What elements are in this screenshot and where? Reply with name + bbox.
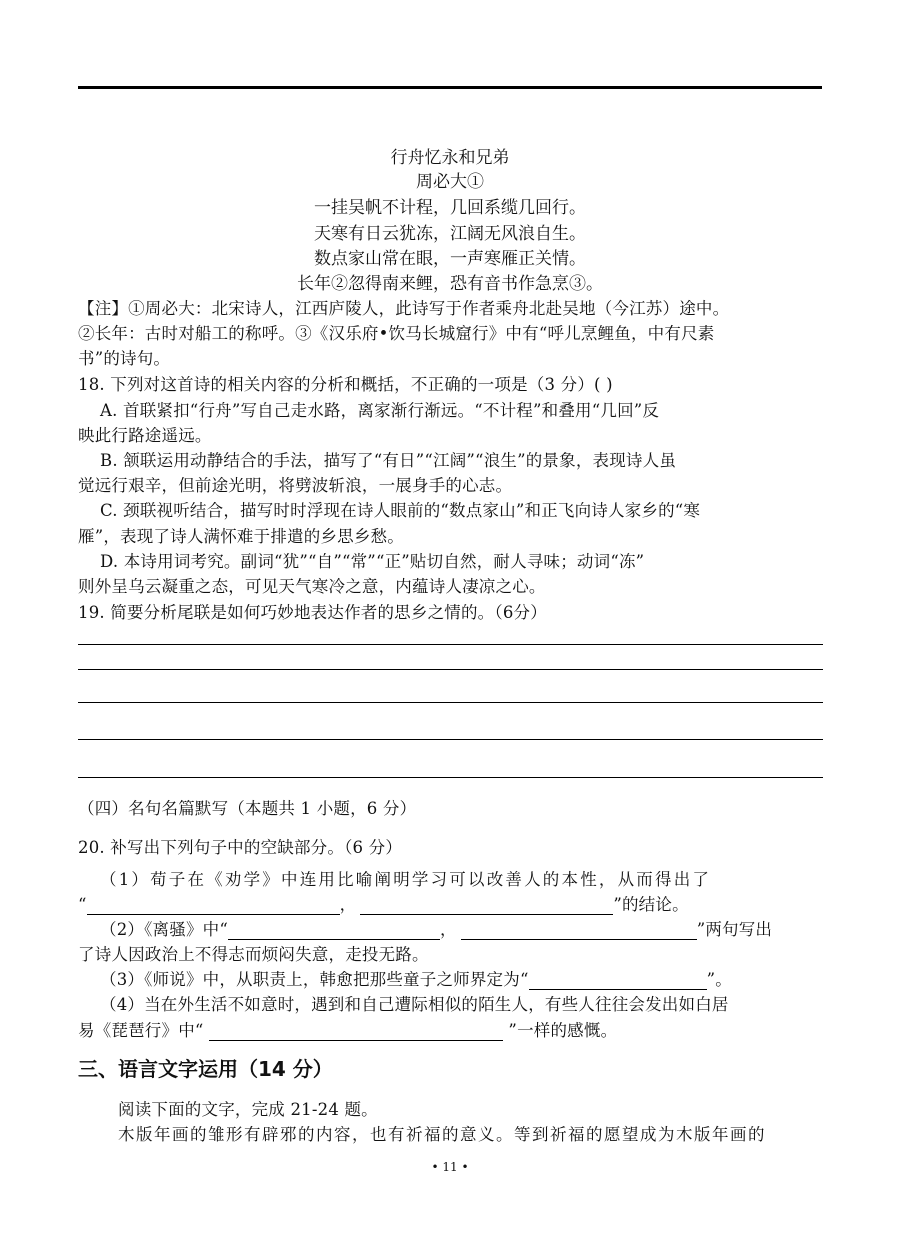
option-b-cont: 觉远行艰辛，但前途光明，将劈波斩浪，一展身手的心志。 <box>78 476 513 495</box>
option-a: A. 首联紧扣“行舟”写自己走水路，离家渐行渐远。“不计程”和叠用“几回”反 <box>100 401 660 420</box>
top-rule <box>78 86 822 89</box>
page-number: • 11 • <box>431 1160 469 1174</box>
close-quote-text: ”的结论。 <box>613 895 689 914</box>
poem-author: 周必大① <box>416 172 484 192</box>
q20-item-1-blanks <box>78 891 823 915</box>
question-19-stem: 19. 简要分析尾联是如何巧妙地表达作者的思乡之情的。（6分） <box>78 603 547 622</box>
answer-line[interactable] <box>78 669 823 670</box>
open-quote: “ <box>78 895 87 914</box>
note-line: ②长年：古时对船工的称呼。③《汉乐府•饮马长城窟行》中有“呼儿烹鲤鱼，中有尺素 <box>78 324 715 343</box>
blank-field[interactable] <box>87 896 340 915</box>
option-d-cont: 则外呈乌云凝重之态，可见天气寒冷之意，内蕴诗人凄凉之心。 <box>78 577 546 596</box>
option-a-cont: 映此行路途遥远。 <box>78 426 212 445</box>
answer-line[interactable] <box>78 777 823 778</box>
q20-item-3 <box>100 966 845 990</box>
q20-item-3-prefix: （3）《师说》中，从职责上，韩愈把那些童子之师界定为“ <box>100 970 529 989</box>
comma: ， <box>339 895 357 914</box>
option-b: B. 颔联运用动静结合的手法，描写了“有日”“江阔”“浪生”的景象，表现诗人虽 <box>100 451 677 470</box>
comma: ， <box>439 920 457 939</box>
section-4-title: （四）名句名篇默写（本题共 1 小题，6 分） <box>78 799 417 818</box>
section-3-intro: 阅读下面的文字，完成 21-24 题。 <box>118 1100 378 1119</box>
note-line: 书”的诗句。 <box>78 349 171 368</box>
q20-item-4-suffix: ”一样的感慨。 <box>502 1021 618 1040</box>
q20-item-1: （1）荀子在《劝学》中连用比喻阐明学习可以改善人的本性，从而得出了 <box>100 870 712 889</box>
section-3-title: 三、语言文字运用（14 分） <box>78 1057 333 1081</box>
answer-line[interactable] <box>78 739 823 740</box>
answer-line[interactable] <box>78 644 823 645</box>
poem-line: 长年②忽得南来鲤，恐有音书作急烹③。 <box>297 274 603 294</box>
blank-field[interactable] <box>529 971 707 990</box>
poem-title: 行舟忆永和兄弟 <box>390 148 510 168</box>
q20-item-2-prefix: （2）《离骚》中“ <box>100 920 228 939</box>
question-18-stem: 18. 下列对这首诗的相关内容的分析和概括，不正确的一项是（3 分）( ) <box>78 375 613 394</box>
blank-field[interactable] <box>228 921 440 940</box>
blank-field[interactable] <box>461 921 697 940</box>
q20-item-4-cont <box>78 1017 823 1041</box>
option-c: C. 颈联视听结合，描写时时浮现在诗人眼前的“数点家山”和正飞向诗人家乡的“寒 <box>100 501 701 520</box>
blank-field[interactable] <box>209 1022 503 1041</box>
q20-item-3-suffix: ”。 <box>706 970 732 989</box>
q20-item-2-cont: 了诗人因政治上不得志而烦闷失意，走投无路。 <box>78 945 429 964</box>
q20-item-4: （4）当在外生活不如意时，遇到和自己遭际相似的陌生人，有些人往往会发出如白居 <box>100 995 729 1014</box>
question-20-stem: 20. 补写出下列句子中的空缺部分。（6 分） <box>78 838 403 857</box>
option-c-cont: 雁”，表现了诗人满怀难于排遣的乡思乡愁。 <box>78 527 404 546</box>
blank-field[interactable] <box>360 896 613 915</box>
q20-item-2-suffix: ”两句写出 <box>696 920 773 939</box>
passage-line: 木版年画的雏形有辟邪的内容，也有祈福的意义。等到祈福的愿望成为木版年画的 <box>118 1125 766 1144</box>
q20-item-2 <box>100 916 845 940</box>
note-line: 【注】①周必大：北宋诗人，江西庐陵人，此诗写于作者乘舟北赴吴地（今江苏）途中。 <box>78 299 730 318</box>
answer-line[interactable] <box>78 702 823 703</box>
option-d: D. 本诗用词考究。副词“犹”“自”“常”“正”贴切自然，耐人寻味；动词“冻” <box>100 552 645 571</box>
q20-item-4-prefix: 易《琵琶行》中“ <box>78 1021 209 1040</box>
poem-line: 天寒有日云犹冻，江阔无风浪自生。 <box>314 224 586 244</box>
poem-line: 一挂吴帆不计程，几回系缆几回行。 <box>314 198 586 218</box>
poem-line: 数点家山常在眼，一声寒雁正关情。 <box>314 249 586 269</box>
